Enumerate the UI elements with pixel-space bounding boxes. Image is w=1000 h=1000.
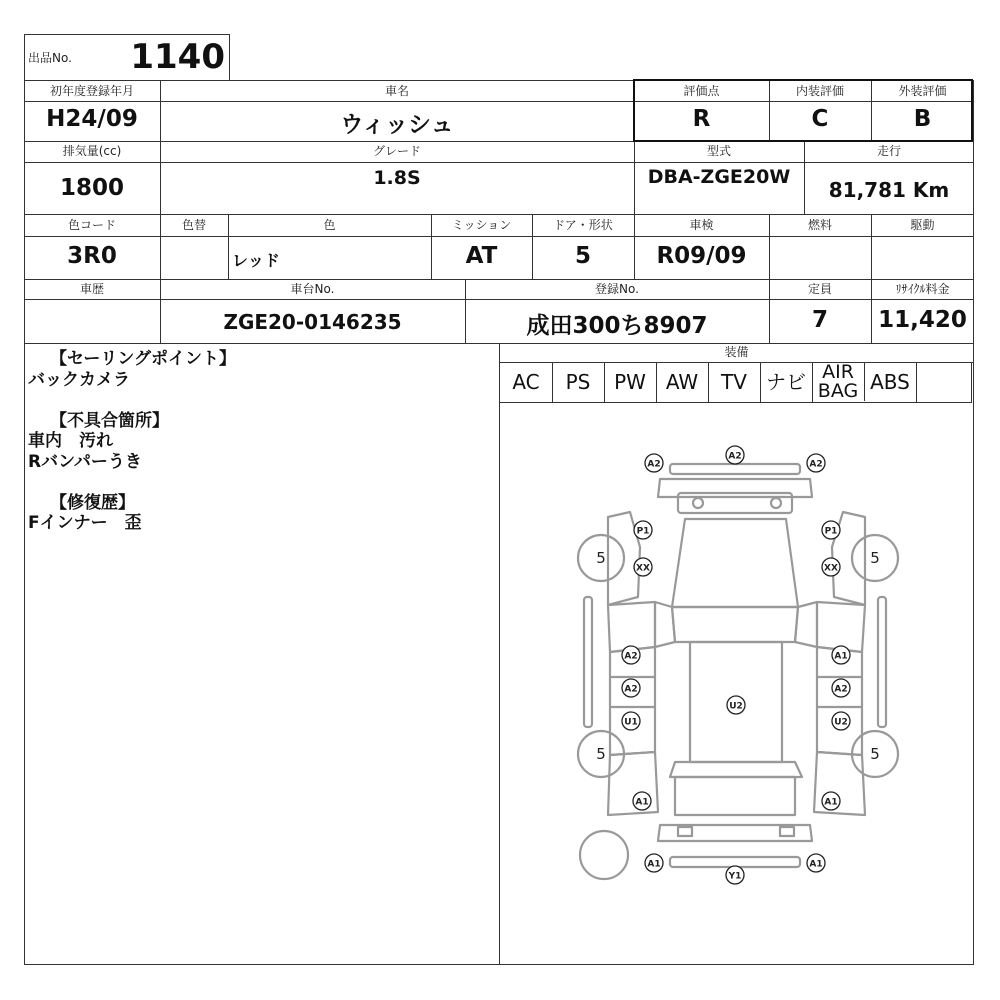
- inspection-value: R09/09: [656, 243, 747, 269]
- damage-mark-front-right: [807, 454, 825, 472]
- damage-mark-right-pillar-top: [822, 521, 840, 539]
- damage-mark-right-rear-door: [832, 679, 850, 697]
- chassis-label: 車台No.: [290, 282, 335, 296]
- svg-text:A1: A1: [635, 797, 649, 808]
- inspection-label: 車検: [689, 218, 714, 232]
- repaint-label: 色替: [181, 218, 206, 232]
- equip-abs: ABS: [864, 362, 917, 402]
- damage-mark-left-fender: [634, 558, 652, 576]
- equipment-label: 装備: [724, 345, 749, 359]
- tire-fr-score: 5: [870, 549, 880, 567]
- grade-label: グレード: [372, 144, 421, 158]
- damage-mark-left-quarter: [633, 792, 651, 810]
- svg-text:A1: A1: [824, 797, 838, 808]
- svg-text:U2: U2: [729, 701, 743, 712]
- tire-rl-score: 5: [596, 745, 606, 763]
- svg-text:P1: P1: [824, 526, 838, 537]
- svg-text:A2: A2: [624, 651, 638, 662]
- first-reg-label: 初年度登録年月: [49, 84, 134, 98]
- exterior-label: 外装評価: [898, 84, 947, 98]
- svg-text:A2: A2: [647, 459, 661, 470]
- svg-text:XX: XX: [636, 563, 650, 574]
- selling-body: バックカメラ: [28, 370, 130, 390]
- defect-body-1: 車内 汚れ: [28, 431, 113, 451]
- equipment-grid: [500, 362, 972, 403]
- registration-label: 登録No.: [595, 282, 639, 296]
- damage-mark-left-rear-door: [622, 679, 640, 697]
- damage-mark-left-sill: [622, 712, 640, 730]
- selling-title: 【セーリングポイント】: [50, 349, 236, 369]
- damage-mark-roof: [727, 696, 745, 714]
- chassis-value: ZGE20-0146235: [223, 310, 402, 334]
- lot-number: 1140: [130, 37, 225, 77]
- damage-mark-rear-right: [807, 854, 825, 872]
- equip-ac: AC: [500, 362, 553, 402]
- registration-value: 成田300ち8907: [526, 313, 708, 339]
- equip-ps: PS: [552, 362, 605, 402]
- svg-text:A1: A1: [647, 859, 661, 870]
- damage-mark-rear-bumper: [726, 866, 744, 884]
- svg-text:P1: P1: [636, 526, 650, 537]
- tire-fl-score: 5: [596, 549, 606, 567]
- capacity-label: 定員: [807, 282, 832, 296]
- equip-tv: TV: [708, 362, 761, 402]
- transmission-value: AT: [465, 243, 498, 269]
- svg-text:A2: A2: [624, 684, 638, 695]
- displacement-value: 1800: [59, 175, 124, 201]
- color-code-label: 色コード: [67, 218, 116, 232]
- damage-mark-left-pillar-top: [634, 521, 652, 539]
- mileage-value: 81,781 Km: [828, 178, 950, 202]
- color-code-value: 3R0: [67, 243, 117, 269]
- damage-mark-right-fender: [822, 558, 840, 576]
- svg-text:A2: A2: [809, 459, 823, 470]
- svg-text:A1: A1: [809, 859, 823, 870]
- interior-value: C: [811, 106, 829, 132]
- lot-label: 出品No.: [28, 51, 72, 65]
- car-name-label: 車名: [384, 84, 409, 98]
- damage-mark-front-bumper: [726, 446, 744, 464]
- damage-marks: [622, 446, 850, 884]
- damage-mark-front-left: [645, 454, 663, 472]
- first-reg-value: H24/09: [46, 106, 138, 132]
- doors-label: ドア・形状: [553, 218, 613, 232]
- score-label: 評価点: [683, 84, 720, 98]
- svg-text:Y1: Y1: [728, 871, 742, 882]
- recycle-value: 11,420: [878, 307, 967, 333]
- car-name-value: ウィッシュ: [340, 112, 454, 138]
- model-value: DBA-ZGE20W: [647, 166, 791, 188]
- mileage-label: 走行: [876, 144, 901, 158]
- color-label: 色: [323, 218, 336, 232]
- equip-aw: AW: [656, 362, 709, 402]
- score-value: R: [692, 106, 711, 132]
- damage-mark-right-front-door: [832, 646, 850, 664]
- displacement-label: 排気量(cc): [62, 144, 122, 158]
- svg-text:A2: A2: [728, 451, 742, 462]
- tire-rr-score: 5: [870, 745, 880, 763]
- equip-pw: PW: [604, 362, 657, 402]
- drive-label: 駆動: [910, 218, 935, 232]
- model-label: 型式: [706, 144, 731, 158]
- exterior-value: B: [913, 106, 932, 132]
- doors-value: 5: [574, 243, 591, 269]
- repair-title: 【修復歴】: [50, 493, 135, 513]
- defect-title: 【不具合箇所】: [50, 411, 169, 431]
- equip-navi: ナビ: [760, 362, 813, 402]
- transmission-label: ミッション: [451, 218, 512, 232]
- damage-mark-rear-left: [645, 854, 663, 872]
- damage-mark-right-quarter: [822, 792, 840, 810]
- damage-mark-right-sill: [832, 712, 850, 730]
- svg-text:A2: A2: [834, 684, 848, 695]
- capacity-value: 7: [811, 307, 828, 333]
- fuel-label: 燃料: [807, 218, 832, 232]
- repair-body: Fインナー 歪: [28, 513, 142, 533]
- svg-text:A1: A1: [834, 651, 848, 662]
- history-label: 車歴: [79, 282, 104, 296]
- interior-label: 内装評価: [795, 84, 844, 98]
- defect-body-2: Rバンパーうき: [28, 452, 142, 472]
- svg-text:U2: U2: [834, 717, 848, 728]
- damage-diagram: [520, 437, 940, 897]
- damage-mark-left-front-door: [622, 646, 640, 664]
- recycle-label: ﾘｻｲｸﾙ料金: [895, 282, 950, 296]
- color-value: レッド: [232, 251, 280, 270]
- equip-airbag: AIR BAG: [812, 363, 865, 401]
- svg-text:U1: U1: [624, 717, 638, 728]
- svg-text:XX: XX: [824, 563, 838, 574]
- grade-value: 1.8S: [373, 167, 421, 189]
